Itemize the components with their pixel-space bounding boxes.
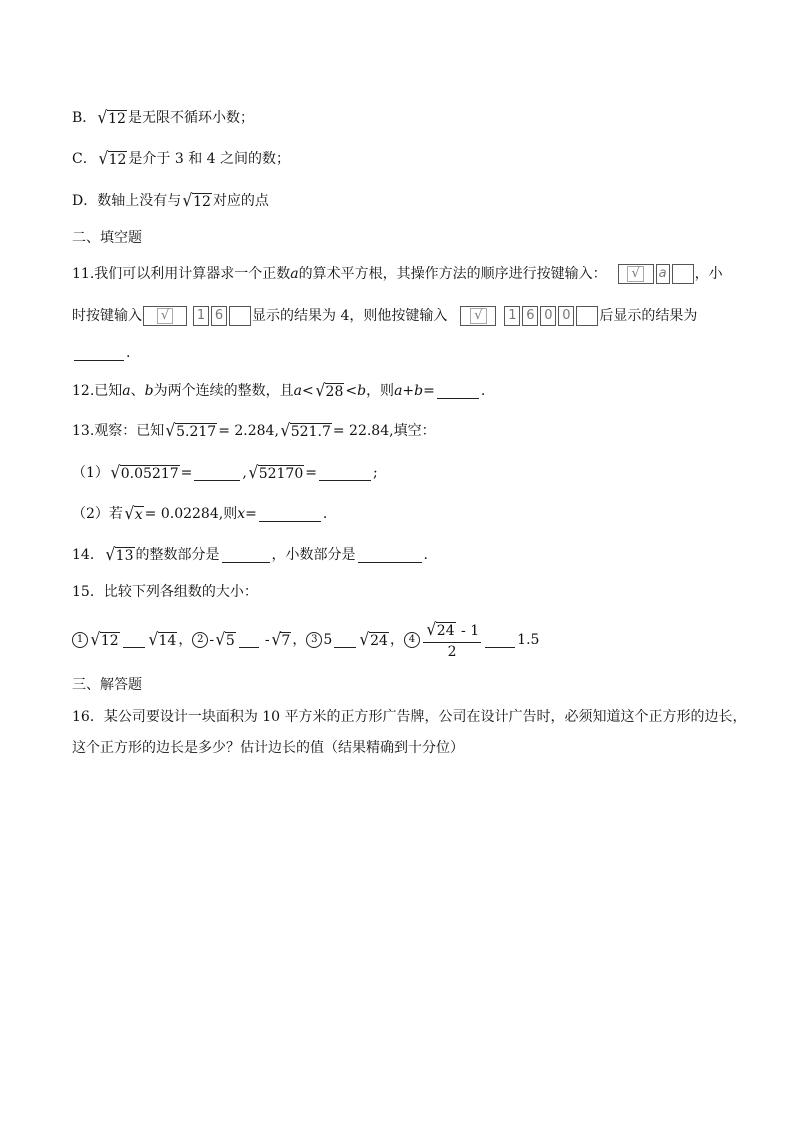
answer-blank[interactable]	[319, 466, 371, 481]
question-12: 12.已知 a 、 b 为两个连续的整数，且 a < √ 28 < b ，则 a+b = .	[72, 381, 486, 401]
question-13-part2: （2）若 √ x = 0.02284,则 x = .	[72, 504, 328, 524]
calculator-equals-key	[672, 264, 694, 284]
choice-c: C． √ 12 是介于 3 和 4 之间的数；	[72, 149, 291, 169]
calculator-sqrt-key: √	[143, 306, 187, 326]
sqrt-expression: √ 0.05217	[110, 463, 179, 483]
question-11-line3: .	[72, 342, 754, 364]
question-15-title: 15．比较下列各组数的大小：	[72, 584, 258, 600]
circled-number-2: 2	[192, 632, 208, 648]
answer-blank[interactable]	[437, 384, 479, 399]
question-16-line2: 这个正方形的边长是多少？估计边长的值（结果精确到十分位）	[72, 740, 464, 756]
answer-blank[interactable]	[485, 633, 515, 648]
answer-blank[interactable]	[259, 507, 321, 522]
choice-d: D． 数轴上没有与 √ 12 对应的点	[72, 191, 269, 211]
circled-number-3: 3	[306, 632, 322, 648]
answer-blank[interactable]	[194, 466, 240, 481]
calculator-6-key: 6	[211, 306, 227, 326]
choice-d-label: D．	[72, 193, 98, 209]
sqrt-expression: √ 13	[105, 545, 134, 565]
sqrt-expression: √ 521.7	[280, 421, 331, 441]
choice-c-label: C．	[72, 151, 97, 167]
answer-blank[interactable]	[123, 633, 145, 648]
answer-blank[interactable]	[358, 548, 422, 563]
calculator-equals-key	[576, 306, 598, 326]
calculator-a-key: a	[656, 264, 670, 284]
section-title-fill-blank: 二、填空题	[72, 230, 142, 246]
answer-blank[interactable]	[334, 633, 356, 648]
sqrt-expression: √ 12	[182, 191, 211, 211]
calculator-equals-key	[229, 306, 251, 326]
calculator-6-key: 6	[522, 306, 538, 326]
circled-number-4: 4	[404, 632, 420, 648]
fraction-expression: √ 24 - 1 2	[423, 620, 481, 661]
question-11-line2: 时按键输入 √ 1 6 显示的结果为 4，则他按键输入 √ 1 6 0 0 后显示的结果为	[72, 308, 698, 324]
section-title-solve: 三、解答题	[72, 677, 142, 693]
answer-blank[interactable]	[74, 346, 124, 361]
question-16-line1: 16．某公司要设计一块面积为 10 平方米的正方形广告牌，公司在设计广告时，必须知道这个正方形的边长，	[72, 709, 747, 725]
circled-number-1: 1	[72, 632, 88, 648]
question-13-part1: （1） √ 0.05217 = , √ 52170 = ;	[72, 463, 378, 483]
question-14: 14． √ 13 的整数部分是 ，小数部分是 .	[72, 545, 428, 565]
question-15-comparisons: 1 √ 12 √ 14 ， 2 - √ 5 - √ 7 ， 3 5 √ 24 ， 4 √ 24 - 1 2 1.5	[72, 625, 754, 655]
sqrt-expression: √ 5.217	[165, 421, 217, 441]
sqrt-expression: √ 12	[98, 149, 127, 169]
sqrt-expression: √ 28	[315, 381, 344, 401]
choice-b: B． √ 12 是无限不循环小数；	[72, 108, 254, 128]
calculator-0-key: 0	[558, 306, 574, 326]
sqrt-expression: √ 12	[97, 108, 126, 128]
sqrt-expression: √ 5	[215, 630, 235, 650]
question-11-line1: 11.我们可以利用计算器求一个正数 a 的算术平方根，其操作方法的顺序进行按键输入： √ a ，小	[72, 266, 723, 282]
question-13: 13.观察：已知 √ 5.217 = 2.284, √ 521.7 = 22.84, 填空：	[72, 421, 436, 441]
calculator-1-key: 1	[193, 306, 209, 326]
sqrt-expression: √ 52170	[248, 463, 304, 483]
calculator-0-key: 0	[540, 306, 556, 326]
calculator-1-key: 1	[504, 306, 520, 326]
calculator-sqrt-key: √	[460, 306, 496, 326]
choice-b-label: B．	[72, 110, 97, 126]
sqrt-expression: √ 24	[426, 619, 455, 640]
calculator-sqrt-key: √	[618, 264, 654, 284]
answer-blank[interactable]	[239, 633, 259, 648]
sqrt-expression: √ 12	[90, 630, 119, 650]
sqrt-expression: √ 24	[359, 630, 388, 650]
sqrt-expression: √ 7	[271, 630, 291, 650]
sqrt-expression: √ 14	[148, 630, 177, 650]
sqrt-expression: √ x	[124, 504, 143, 524]
answer-blank[interactable]	[222, 548, 270, 563]
